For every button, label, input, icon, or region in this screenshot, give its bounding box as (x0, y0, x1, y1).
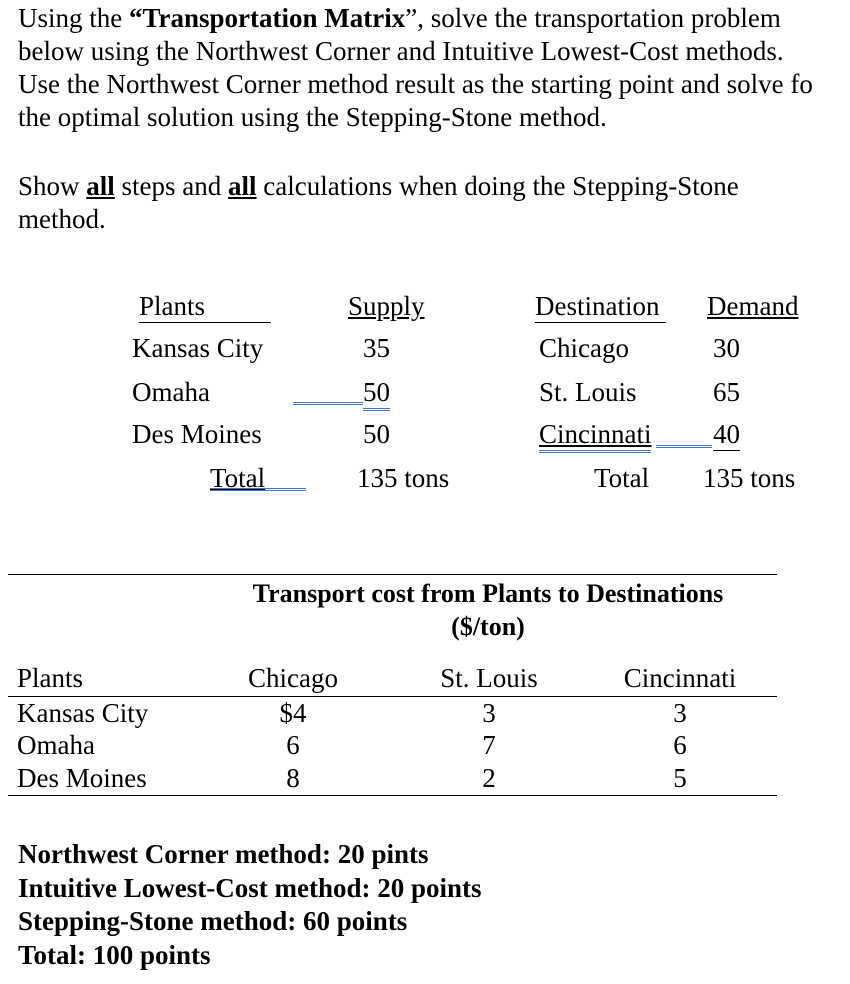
total-label-right: Total (594, 463, 650, 493)
cost-cell: $4 (279, 698, 307, 728)
supply-header: Supply (348, 291, 425, 321)
destination-name: Cincinnati (539, 418, 651, 453)
destination-header: Destination (535, 290, 666, 323)
table-top-rule (8, 574, 777, 575)
spell-underline (293, 402, 363, 405)
show-all-2: all (228, 171, 257, 201)
intro-line1-bold: “Transportation Matrix (129, 3, 406, 33)
intro-line-2: below using the Northwest Corner and Intuitive Lowest-Cost methods. (18, 36, 784, 66)
cost-cell: 6 (286, 730, 300, 760)
points-total: Total: 100 points (18, 939, 211, 970)
total-label-left: Total (210, 463, 266, 493)
problem-statement (18, 2, 850, 134)
plants-header: Plants (139, 290, 271, 323)
points-line: Intuitive Lowest-Cost method: 20 points (18, 872, 482, 903)
row-label: Kansas City (17, 698, 149, 728)
demand-header: Demand (707, 291, 799, 321)
col-header: Chicago (248, 663, 338, 693)
show-line-2: method. (18, 204, 106, 234)
cost-cell: 7 (482, 730, 496, 760)
col-header: Cincinnati (623, 663, 737, 693)
col-header: St. Louis (440, 663, 538, 693)
instructions (18, 170, 850, 236)
cost-cell: 2 (482, 763, 496, 793)
destination-demand: 40 (713, 419, 740, 449)
destination-demand: 65 (713, 377, 740, 407)
cost-cell: 6 (673, 730, 687, 760)
total-supply: 135 tons (357, 463, 450, 493)
cost-cell: 5 (673, 763, 687, 793)
plant-supply: 50 (363, 419, 390, 449)
plant-supply: 50 (363, 376, 390, 411)
points-line: Northwest Corner method: 20 pints (18, 839, 429, 869)
cost-table-subtitle: ($/ton) (451, 612, 525, 641)
points-breakdown (18, 838, 482, 972)
cost-cell: 3 (673, 698, 687, 728)
plant-name: Omaha (132, 377, 210, 407)
show-line-1 (18, 170, 850, 203)
col-header: Plants (17, 663, 84, 693)
plant-name: Kansas City (132, 333, 264, 363)
show-all-1: all (86, 171, 115, 201)
spell-underline (210, 488, 306, 491)
plant-name: Des Moines (132, 419, 262, 449)
cost-cell: 3 (482, 698, 496, 728)
cost-table-title: Transport cost from Plants to Destinations (252, 579, 724, 608)
destination-name: Chicago (539, 333, 629, 363)
intro-line1-post: ”, solve the transportation problem (405, 3, 781, 33)
show-post: calculations when doing the Stepping-Stone (256, 171, 739, 201)
intro-line-1 (18, 2, 850, 35)
total-demand: 135 tons (703, 463, 796, 493)
destination-name: St. Louis (539, 377, 637, 407)
points-line: Stepping-Stone method: 60 points (18, 906, 408, 936)
intro-line-4: the optimal solution using the Stepping-Stone method. (18, 102, 607, 132)
row-label: Des Moines (17, 763, 147, 793)
show-pre: Show (18, 171, 87, 201)
table-bottom-rule (8, 795, 777, 796)
show-mid: steps and (114, 171, 229, 201)
spell-underline (656, 445, 712, 448)
plant-supply: 35 (363, 333, 390, 363)
intro-line1-pre: Using the (18, 3, 129, 33)
row-label: Omaha (17, 730, 95, 760)
destination-demand: 30 (713, 333, 740, 363)
intro-line-3: Use the Northwest Corner method result as the starting point and solve fo (18, 69, 813, 99)
cost-cell: 8 (286, 763, 300, 793)
